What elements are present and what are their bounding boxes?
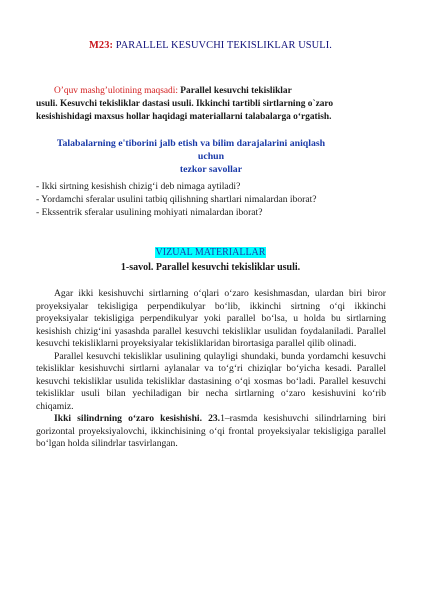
questions-heading-line2: uchun bbox=[197, 151, 225, 162]
title-code: M23: bbox=[89, 40, 114, 51]
question-item: - Ekssentrik sferalar usulining mohiyati nimalardan iborat? bbox=[36, 207, 263, 218]
purpose-text-line1: Parallel kesuvchi tekisliklar bbox=[180, 86, 292, 96]
paragraph: Parallel kesuvchi tekisliklar usulining qulayligi shundaki, bunda yordamchi kesuvchi tekisliklar kesishuvchi sirtlarni aylanalar va to‘g‘ri chiziqlar bo‘yicha kesadi. Parallel kesuvchi tekisliklar usulida tekisliklar dastasining o‘qi xosmas bo‘ladi. Parallel kesuvchi tekisliklar usuli bilan yechiladigan bir necha sirtlarning o‘zaro kesishuvini ko‘rib chiqamiz. bbox=[36, 350, 386, 412]
questions-heading bbox=[36, 137, 386, 176]
question1-title: 1-savol. Parallel kesuvchi tekisliklar usuli. bbox=[120, 262, 301, 273]
lesson-purpose bbox=[36, 85, 386, 124]
questions-heading-line3: tezkor savollar bbox=[179, 164, 243, 175]
question-item: - Ikki sirtning kesishish chizig‘i deb nimaga aytiladi? bbox=[36, 181, 241, 192]
title-text: PARALLEL KESUVCHI TEKISLIKLAR USULI. bbox=[115, 40, 332, 51]
paragraph: Agar ikki kesishuvchi sirtlarning o‘qlari o‘zaro kesishmasdan, ulardan biri biror proyeksiyalar tekisligiga perpendikulyar bo‘lib, ikkinchi sirtning o‘qi ikkinchi proyeksiyalar tekisligiga perpendikulyar yoki parallel bo‘lsa, u holda bu sirtlarning kesishish chizig‘ini yasashda parallel kesuvchi tekisliklar usulidan foydalaniladi. Parallel kesuvchi tekisliklarni proyeksiyalar tekisliklaridan birortasiga parallel qilib olinadi. bbox=[36, 288, 386, 349]
page-title bbox=[0, 40, 421, 51]
purpose-text: usuli. Kesuvchi tekisliklar dastasi usuli. Ikkinchi tartibli sirtlarning o`zaro kesishishidagi maxsus hollar haqidagi materiallarni talabalarga o‘rgatish. bbox=[36, 99, 334, 122]
question-item: - Yordamchi sferalar usulini tatbiq qilishning shartlari nimalardan iborat? bbox=[36, 194, 317, 205]
questions-heading-line1: Talabalarning e'tiborini jalb etish va bilim darajalarini aniqlash bbox=[56, 138, 326, 149]
paragraph-bold-lead: Ikki silindrning o‘zaro kesishishi. 23. bbox=[54, 413, 221, 424]
paragraph-rest: 1–rasmda kesishuvchi silindrlarning biri gorizontal proyeksiyalovchi, ikkinchisining o‘qi frontal proyeksiyalar tekisligiga parallel bo‘lgan holda silindrlar tasvirlangan. bbox=[36, 413, 386, 449]
body-text bbox=[36, 288, 386, 451]
visual-materials-heading: VIZUAL MATERIALLAR bbox=[155, 247, 266, 258]
purpose-heading: O’quv mashg’ulotining maqsadi: bbox=[54, 86, 178, 96]
paragraph bbox=[36, 413, 386, 451]
questions-list bbox=[36, 180, 386, 219]
